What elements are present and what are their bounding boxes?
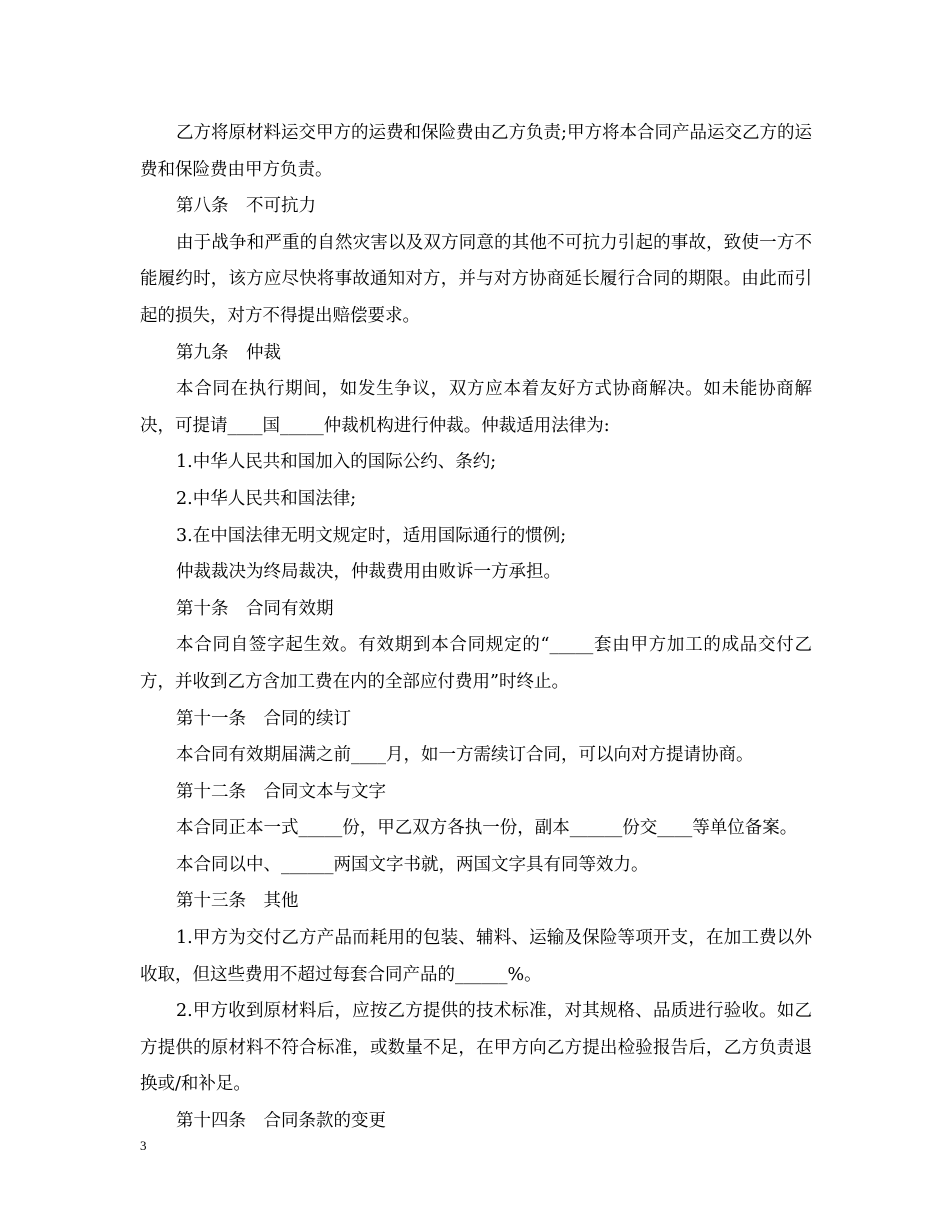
article-12-heading: 第十二条 合同文本与文字 [176,781,386,802]
article-14-heading: 第十四条 合同条款的变更 [176,1111,386,1132]
list-item-law-1: 1.中华人民共和国加入的国际公约、条约; [176,452,497,473]
paragraph-languages: 本合同以中、______两国文字书就，两国文字具有同等效力。 [176,854,649,875]
list-item-law-2: 2.中华人民共和国法律; [176,488,357,509]
article-10-heading: 第十条 合同有效期 [176,598,334,619]
list-item-other-1: 1.甲方为交付乙方产品而耗用的包装、辅料、运输及保险等项开支，在加工费以外收取，但这些费用不超过每套合同产品的______%。 [140,928,812,985]
article-13-heading: 第十三条 其他 [176,891,299,912]
list-item-other-2: 2.甲方收到原材料后，应按乙方提供的技术标准，对其规格、品质进行验收。如乙方提供的原材料不符合标准，或数量不足，在甲方向乙方提出检验报告后，乙方负责退换或/和补足。 [140,1001,812,1095]
paragraph-validity: 本合同自签字起生效。有效期到本合同规定的“_____套由甲方加工的成品交付乙方，并收到乙方含加工费在内的全部应付费用”时终止。 [140,635,812,692]
paragraph-copies: 本合同正本一式_____份，甲乙双方各执一份，副本______份交____等单位备案。 [176,818,798,839]
paragraph-renewal: 本合同有效期届满之前____月，如一方需续订合同，可以向对方提请协商。 [176,745,754,766]
paragraph-arbitration-final: 仲裁裁决为终局裁决，仲裁费用由败诉一方承担。 [176,562,561,583]
paragraph-freight-insurance: 乙方将原材料运交甲方的运费和保险费由乙方负责;甲方将本合同产品运交乙方的运费和保险费由甲方负责。 [140,123,812,180]
article-8-heading: 第八条 不可抗力 [176,196,316,217]
list-item-law-3: 3.在中国法律无明文规定时，适用国际通行的惯例; [176,525,567,546]
document-body [140,115,812,1140]
paragraph-arbitration: 本合同在执行期间，如发生争议，双方应本着友好方式协商解决。如未能协商解决，可提请____国_____仲裁机构进行仲裁。仲裁适用法律为: [140,379,812,436]
article-11-heading: 第十一条 合同的续订 [176,708,351,729]
article-9-heading: 第九条 仲裁 [176,342,281,363]
paragraph-force-majeure: 由于战争和严重的自然灾害以及双方同意的其他不可抗力引起的事故，致使一方不能履约时，该方应尽快将事故通知对方，并与对方协商延长履行合同的期限。由此而引起的损失，对方不得提出赔偿要求。 [140,232,812,326]
page-number: 3 [140,1138,147,1153]
